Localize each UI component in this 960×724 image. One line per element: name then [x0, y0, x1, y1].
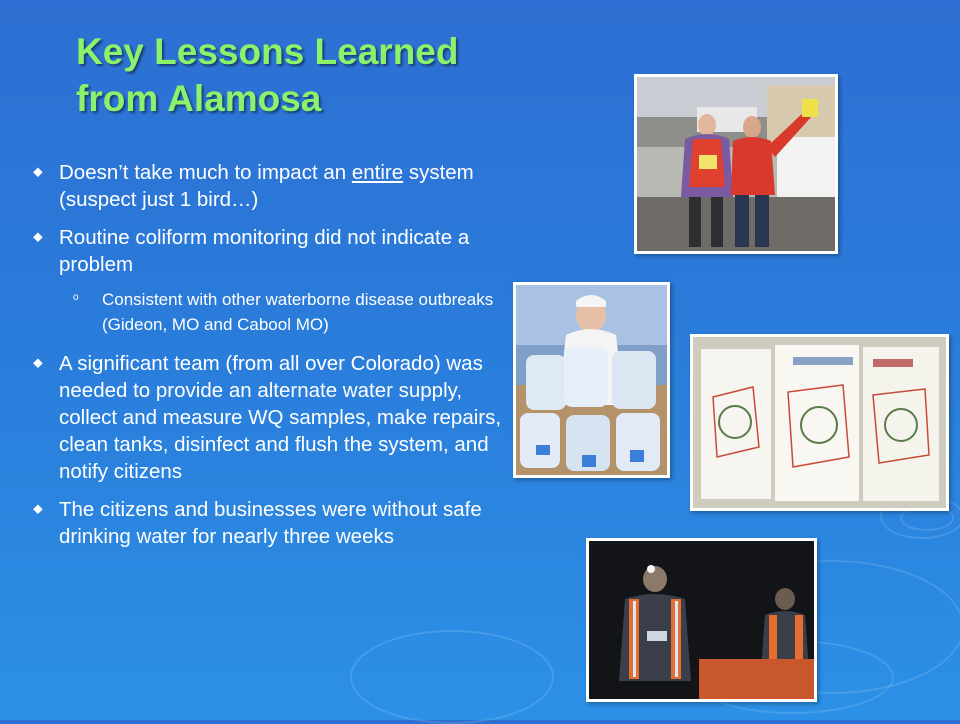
photo-volunteers-red-vests [634, 74, 838, 254]
bullet-text: Routine coliform monitoring did not indicate a problem [59, 226, 470, 276]
photo-volunteers-image [637, 77, 835, 251]
bullet-marker: ⬥ [33, 228, 43, 244]
title-line-2: from Alamosa [76, 78, 322, 119]
water-ripple [350, 630, 554, 724]
bullet-marker: ⬥ [33, 500, 43, 516]
photo-water-jugs [513, 282, 670, 478]
sub-bullet-text: Consistent with other waterborne disease outbreaks (Gideon, MO and Cabool MO) [102, 290, 494, 334]
bullet-item [33, 224, 503, 278]
bullet-text: A significant team (from all over Colorado) was needed to provide an alternate water supply, collect and measure WQ samples, make repairs, clean tanks, disinfect and flush the system, and notify citizens [59, 352, 502, 483]
bullet-marker: ⬥ [33, 354, 43, 370]
bullet-item [33, 159, 503, 213]
bullet-text: system (suspect just 1 bird…) [59, 161, 474, 211]
bullet-item [33, 350, 503, 485]
bullet-list [33, 159, 503, 561]
photo-water-jugs-image [516, 285, 667, 475]
photo-night-workers-image [589, 541, 814, 699]
bullet-marker: ⬥ [33, 163, 43, 179]
photo-maps-wall-image [693, 337, 946, 508]
slide-title [76, 28, 556, 122]
bullet-text: The citizens and businesses were without safe drinking water for nearly three weeks [59, 498, 482, 548]
photo-maps-wall [690, 334, 949, 511]
bullet-item [33, 496, 503, 550]
photo-night-workers [586, 538, 817, 702]
title-line-1: Key Lessons Learned [76, 31, 459, 72]
bullet-text-underlined: entire [351, 161, 404, 184]
bullet-text: Doesn’t take much to impact an [59, 161, 352, 184]
sub-bullet-marker: o [73, 292, 79, 303]
sub-bullet-item [33, 287, 503, 337]
